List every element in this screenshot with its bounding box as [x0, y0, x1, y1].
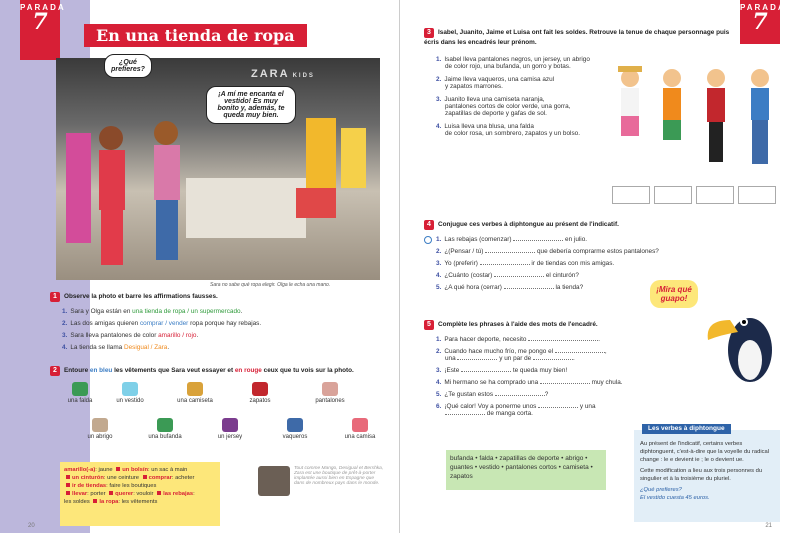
audio-icon[interactable]	[424, 236, 432, 244]
list-item: 3. ¡Este te queda muy bien!	[436, 367, 568, 374]
list-item: 5. ¿A qué hora (cerrar) la tienda?	[436, 284, 584, 291]
blank-field[interactable]	[461, 371, 511, 372]
blank-field[interactable]	[504, 288, 554, 289]
answer-box[interactable]	[654, 186, 692, 204]
grammar-heading: Les verbes à diphtongue	[642, 424, 731, 434]
culture-photo	[258, 466, 290, 496]
exercise-5-list	[436, 336, 656, 422]
exercise-3-title: 3 Isabel, Juanito, Jaime et Luisa ont fait les soldes. Retrouve la tenue de chaque personnage puis écris dans les encadrés leur prénom.	[424, 29, 730, 46]
tshirt-icon	[187, 382, 203, 396]
right-page	[400, 0, 800, 533]
answer-box[interactable]	[738, 186, 776, 204]
exercise-3-number: 3	[424, 28, 434, 38]
blank-field[interactable]	[494, 276, 544, 277]
list-item: 3. Juanito lleva una camiseta naranja, pantalones cortos de color verde, una gorra, zapatillas de deporte y gafas de sol.	[436, 96, 571, 117]
shirt-icon	[352, 418, 368, 432]
list-item: 1. Isabel lleva pantalones negros, un jersey, un abrigo de color rojo, una bufanda, un gorro y botas.	[436, 56, 590, 70]
exercise-5-title: 5 Complète les phrases à l'aide des mots de l'encadré.	[424, 320, 598, 330]
list-item: 2. Cuando hace mucho frío, me pongo el , una y un par de .	[436, 348, 607, 362]
exercise-2-title: 2 Entoure en bleu les vêtements que Sara veut essayer et en rouge ceux que tu vois sur la photo.	[50, 366, 390, 376]
grammar-rule-1: Au présent de l'indicatif, certains verbes diphtonguent, c'est-à-dire que la voyelle du radical change : le e devient ie ; le o devient ue.	[640, 441, 770, 463]
clothing-item[interactable]: una bufanda	[145, 418, 185, 440]
trousers-icon	[322, 382, 338, 396]
clothing-item[interactable]: un jersey	[210, 418, 250, 440]
toucan-speech-bubble: ¡Mira qué guapo!	[650, 280, 698, 308]
list-item: 3. Yo (preferir) ir de tiendas con mis amigas.	[436, 260, 615, 267]
answer-box[interactable]	[696, 186, 734, 204]
exercise-5-number: 5	[424, 320, 434, 330]
exercise-4-number: 4	[424, 220, 434, 230]
exercise-1-list	[62, 308, 261, 356]
word-bank: bufanda • falda • zapatillas de deporte • abrigo • guantes • vestido • pantalones cortos • camiseta • zapatos	[446, 450, 606, 490]
clothing-item[interactable]: pantalones	[305, 382, 355, 404]
blank-field[interactable]	[513, 240, 563, 241]
exercise-2-number: 2	[50, 366, 60, 376]
blank-field[interactable]	[485, 252, 535, 253]
blank-field[interactable]	[457, 359, 497, 360]
shoes-icon	[252, 382, 268, 396]
list-item: 2. ¿(Pensar / tú) que debería comprarme estos pantalones?	[436, 248, 659, 255]
list-item: 2. Las dos amigas quieren comprar / vender ropa porque hay rebajas.	[62, 320, 262, 327]
blank-field[interactable]	[540, 383, 590, 384]
exercise-3-list	[436, 56, 616, 142]
list-item: 3. Sara lleva pantalones de color amarillo / rojo.	[62, 332, 199, 339]
blank-field[interactable]	[538, 407, 578, 408]
scarf-icon	[157, 418, 173, 432]
list-item: 1. Las rebajas (comenzar) en julio.	[436, 236, 588, 243]
four-kids-illustration	[610, 58, 790, 188]
parada-number: 7	[752, 9, 768, 35]
clothing-item[interactable]: vaqueros	[275, 418, 315, 440]
answer-box[interactable]	[612, 186, 650, 204]
blank-field[interactable]	[445, 414, 485, 415]
parada-label: PARADA	[20, 3, 66, 12]
list-item: 4. La tienda se llama Desigual / Zara.	[62, 344, 170, 351]
clothing-item[interactable]: una camiseta	[175, 382, 215, 404]
grammar-rule-2: Cette modification a lieu aux trois personnes du singulier et à la troisième du pluriel.	[640, 468, 763, 482]
jeans-icon	[287, 418, 303, 432]
clothing-item[interactable]: una camisa	[340, 418, 380, 440]
parada-label: PARADA	[740, 3, 786, 12]
page-title: En una tienda de ropa	[84, 24, 307, 47]
dress-icon	[122, 382, 138, 396]
vocabulary-box: amarillo(-a): jaune un bolsín: un sac à main un cinturón: une ceinture comprar: acheter ir de tiendas: faire les boutiques llevar: porter querer: vouloir las rebajas: les soldes la ropa: les vêtements	[60, 462, 220, 526]
grammar-example-1: ¿Qué prefieres?	[640, 487, 682, 493]
parada-number: 7	[32, 9, 48, 35]
exercise-1-title: 1 Observe la photo et barre les affirmations fausses.	[50, 292, 218, 302]
clothing-item[interactable]: una falda	[60, 382, 100, 404]
parada-badge	[740, 0, 786, 44]
clothing-item[interactable]: un abrigo	[80, 418, 120, 440]
parada-badge	[20, 0, 66, 60]
coat-icon	[92, 418, 108, 432]
sweater-icon	[222, 418, 238, 432]
list-item: 2. Jaime lleva vaqueros, una camisa azul y zapatos marrones.	[436, 76, 555, 90]
photo-caption: Sara no sabe qué ropa elegir. Olga le echa una mano.	[210, 282, 331, 288]
list-item: 1. Sara y Olga están en una tienda de ropa / un supermercado.	[62, 308, 243, 315]
list-item: 4. Luisa lleva una blusa, una falda de color rosa, un sombrero, zapatos y un bolso.	[436, 123, 580, 137]
speech-bubble-question: ¿Qué prefieres?	[104, 54, 152, 78]
speech-bubble-answer: ¡A mí me encanta el vestido! Es muy bonito y, además, te queda muy bien.	[206, 86, 296, 124]
blank-field[interactable]	[495, 395, 545, 396]
exercise-4-title: 4 Conjugue ces verbes à diphtongue au présent de l'indicatif.	[424, 220, 619, 230]
grammar-box	[634, 425, 780, 522]
toucan-illustration	[700, 290, 790, 390]
blank-field[interactable]	[533, 359, 573, 360]
blank-field[interactable]	[480, 264, 530, 265]
culture-note: Tout comme Mango, Desigual et Bershka, Zara est une boutique de prêt-à-porter implantée aussi bien en Espagne que dans de nombreux pays dans le monde.	[294, 466, 384, 486]
skirt-icon	[72, 382, 88, 396]
page-number-left: 20	[28, 523, 35, 529]
list-item: 4. ¿Cuánto (costar) el cinturón?	[436, 272, 579, 279]
list-item: 6. ¡Qué calor! Voy a ponerme unos y una de manga corta.	[436, 403, 596, 417]
clothes-grid	[60, 382, 390, 462]
clothing-item[interactable]: zapatos	[240, 382, 280, 404]
list-item: 1. Para hacer deporte, necesito .	[436, 336, 600, 343]
store-sign: ZARA KIDS	[251, 68, 315, 80]
grammar-example-2: El vestido cuesta 45 euros.	[640, 495, 710, 501]
page-number-right: 21	[765, 523, 772, 529]
blank-field[interactable]	[555, 352, 605, 353]
exercise-1-number: 1	[50, 292, 60, 302]
clothing-item[interactable]: un vestido	[110, 382, 150, 404]
list-item: 5. ¿Te gustan estos ?	[436, 391, 549, 398]
list-item: 4. Mi hermano se ha comprado una muy chula.	[436, 379, 623, 386]
blank-field[interactable]	[528, 340, 598, 341]
